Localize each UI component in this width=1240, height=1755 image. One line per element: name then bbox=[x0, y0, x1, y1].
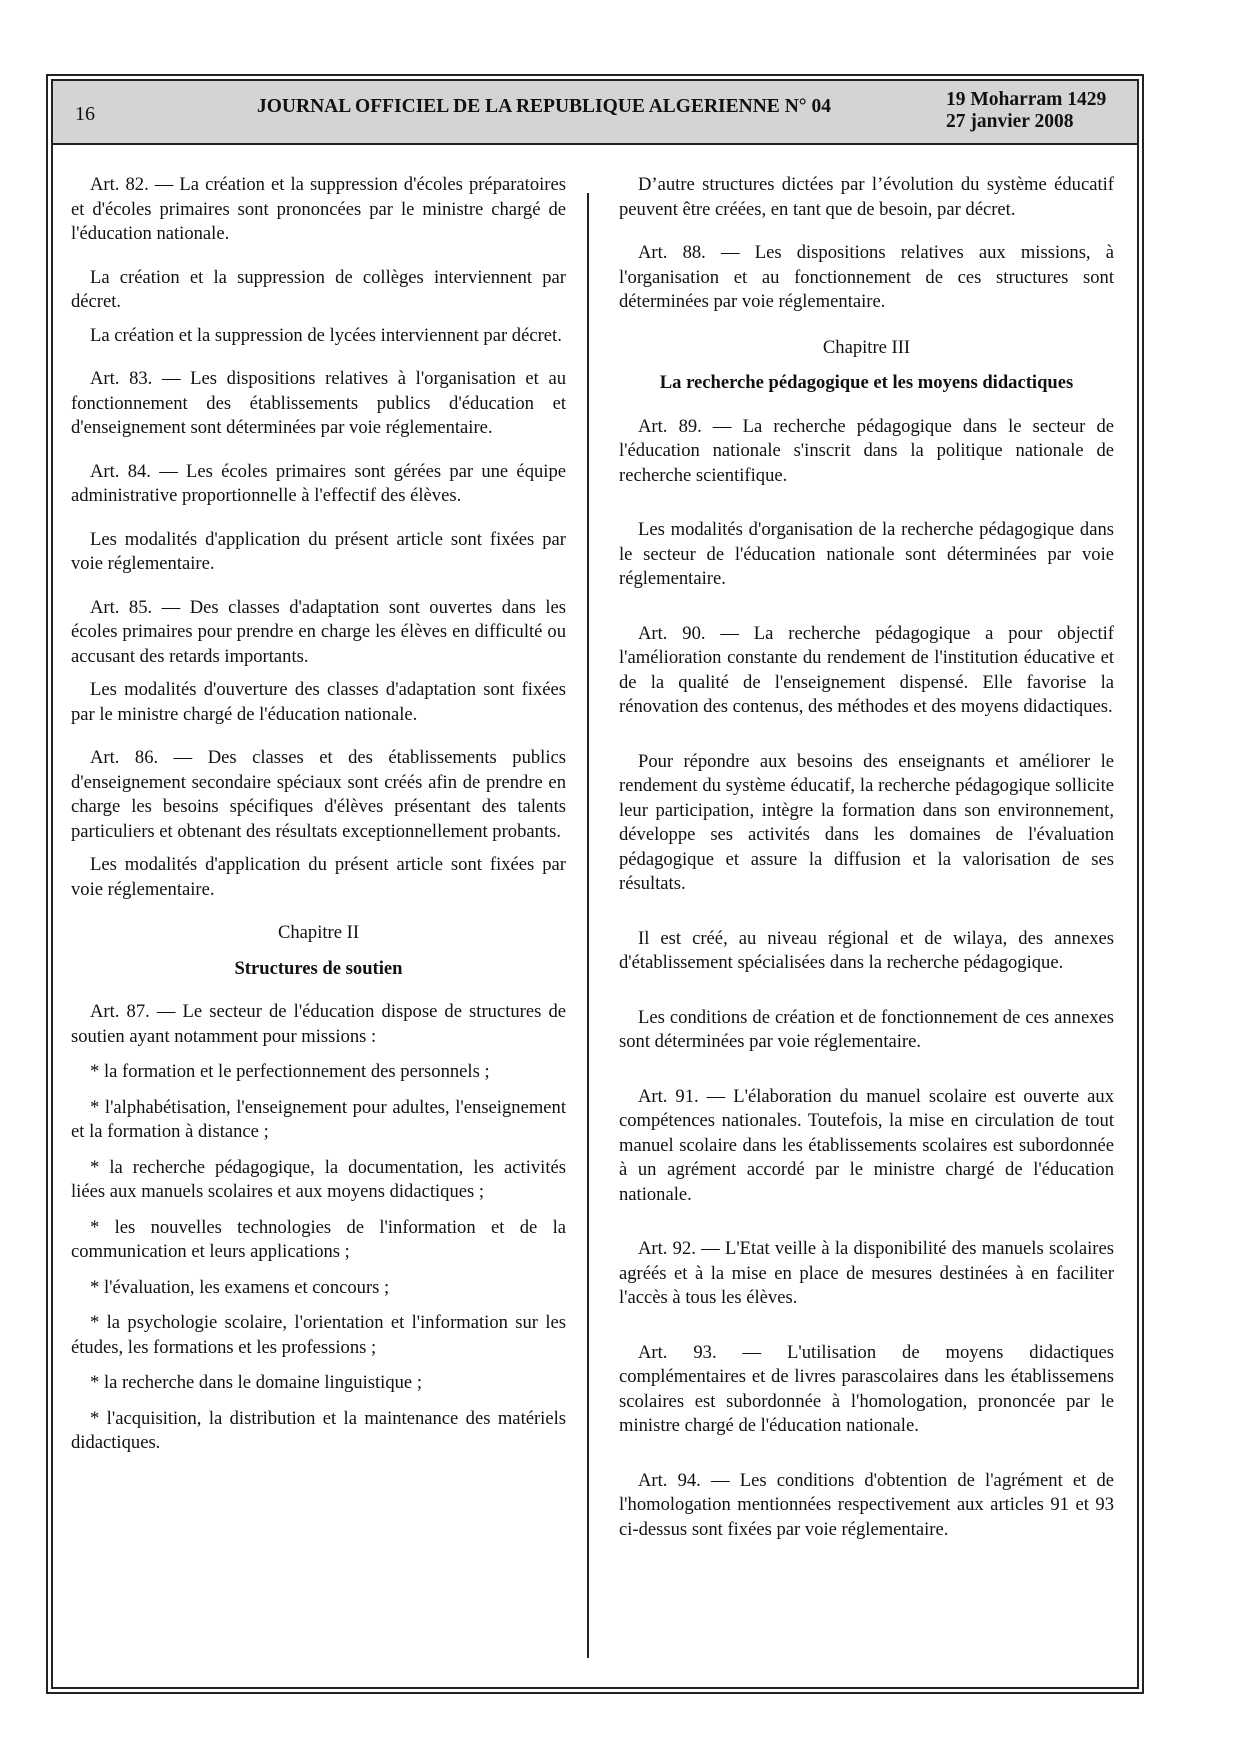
paragraph: Art. 84. — Les écoles primaires sont gérées par une équipe administrative proportionnelle à l'effectif des élèves. bbox=[71, 460, 566, 506]
chapter-label: Chapitre II bbox=[277, 922, 360, 943]
paragraph: Art. 88. — Les dispositions relatives aux missions, à l'organisation et au fonctionnement de ces structures sont déterminées par voie réglementaire. bbox=[619, 242, 1114, 312]
paragraph: La création et la suppression de collèges interviennent par décret. bbox=[71, 266, 566, 312]
journal-title: JOURNAL OFFICIEL DE LA REPUBLIQUE ALGERIENNE N° 04 bbox=[257, 96, 831, 117]
issue-date-gregorian: 27 janvier 2008 bbox=[946, 111, 1074, 132]
chapter-title: La recherche pédagogique et les moyens didactiques bbox=[659, 372, 1074, 393]
list-item: * l'alphabétisation, l'enseignement pour adultes, l'enseignement et la formation à distance ; bbox=[71, 1096, 566, 1142]
paragraph: Art. 87. — Le secteur de l'éducation dispose de structures de soutien ayant notamment pour missions : bbox=[71, 1001, 566, 1047]
left-column bbox=[71, 173, 566, 1456]
paragraph: Art. 92. — L'Etat veille à la disponibilité des manuels scolaires agréés et à la mise en place de mesures destinées à en faciliter l'accès à tous les élèves. bbox=[619, 1238, 1114, 1308]
issue-date-hijri: 19 Moharram 1429 bbox=[946, 89, 1107, 110]
paragraph: La création et la suppression de lycées interviennent par décret. bbox=[90, 324, 562, 346]
column-divider bbox=[587, 193, 589, 1658]
list-item: * les nouvelles technologies de l'information et de la communication et leurs applications ; bbox=[71, 1216, 566, 1262]
paragraph: Art. 90. — La recherche pédagogique a pour objectif l'amélioration constante du rendement de l'institution éducative et de la qualité de l'enseignement dispensé. Elle favorise la rénovation des contenus, des méthodes et des moyens didactiques. bbox=[619, 622, 1114, 717]
paragraph: Les modalités d'application du présent article sont fixées par voie réglementaire. bbox=[71, 854, 566, 900]
right-column bbox=[619, 173, 1114, 1542]
paragraph: Il est créé, au niveau régional et de wilaya, des annexes d'établissement spécialisées dans la recherche pédagogique. bbox=[619, 927, 1114, 973]
paragraph: Les modalités d'application du présent article sont fixées par voie réglementaire. bbox=[71, 528, 566, 574]
chapter-label: Chapitre III bbox=[822, 336, 911, 358]
paragraph: Art. 86. — Des classes et des établissements publics d'enseignement secondaire spéciaux sont créés afin de prendre en charge les besoins spécifiques d'élèves présentant des talents particuliers et obtenant des résultats exceptionnellement probants. bbox=[71, 747, 566, 842]
journal-header bbox=[53, 81, 1137, 145]
paragraph: Les modalités d'organisation de la recherche pédagogique dans le secteur de l'éducation nationale sont déterminées par voie réglementaire. bbox=[619, 519, 1114, 589]
list-item: * l'évaluation, les examens et concours ; bbox=[90, 1276, 390, 1298]
paragraph: Les modalités d'ouverture des classes d'adaptation sont fixées par le ministre chargé de l'éducation nationale. bbox=[71, 679, 566, 725]
paragraph: D’autre structures dictées par l’évolution du système éducatif peuvent être créées, en tant que de besoin, par décret. bbox=[619, 174, 1114, 220]
issue-date bbox=[946, 89, 1106, 133]
list-item: * la psychologie scolaire, l'orientation et l'information sur les études, les formations et les professions ; bbox=[71, 1312, 566, 1358]
chapter-title: Structures de soutien bbox=[234, 957, 403, 979]
paragraph: Art. 85. — Des classes d'adaptation sont ouvertes dans les écoles primaires pour prendre en charge les élèves en difficulté ou accusant des retards importants. bbox=[71, 596, 566, 667]
paragraph: Art. 82. — La création et la suppression d'écoles préparatoires et d'écoles primaires sont prononcées par le ministre chargé de l'éducation nationale. bbox=[71, 174, 566, 244]
list-item: * la recherche dans le domaine linguistique ; bbox=[90, 1372, 422, 1393]
paragraph: Art. 89. — La recherche pédagogique dans le secteur de l'éducation nationale s'inscrit dans la politique nationale de recherche scientifique. bbox=[619, 415, 1114, 486]
paragraph: Art. 94. — Les conditions d'obtention de l'agrément et de l'homologation mentionnées respectivement aux articles 91 et 93 ci-dessus sont fixées par voie réglementaire. bbox=[619, 1469, 1114, 1540]
paragraph: Art. 83. — Les dispositions relatives à l'organisation et au fonctionnement des établissements publics d'éducation et d'enseignement sont déterminées par voie réglementaire. bbox=[71, 368, 566, 438]
list-item: * la recherche pédagogique, la documentation, les activités liées aux manuels scolaires et aux moyens didactiques ; bbox=[71, 1156, 566, 1202]
paragraph: Pour répondre aux besoins des enseignants et améliorer le rendement du système éducatif, la recherche pédagogique sollicite leur participation, intègre la formation dans son environnement, développe ses activités dans les domaines de l'évaluation pédagogique et assure la diffusion et la valorisation de ses résultats. bbox=[619, 750, 1114, 894]
paragraph: Art. 93. — L'utilisation de moyens didactiques complémentaires et de livres parascolaires dans les établissemens scolaires est subordonnée à l'homologation, prononcée par le ministre chargé de l'éducation nationale. bbox=[619, 1341, 1114, 1436]
list-item: * l'acquisition, la distribution et la maintenance des matériels didactiques. bbox=[71, 1407, 566, 1453]
list-item: * la formation et le perfectionnement des personnels ; bbox=[90, 1061, 490, 1082]
paragraph: Les conditions de création et de fonctionnement de ces annexes sont déterminées par voie réglementaire. bbox=[619, 1006, 1114, 1052]
paragraph: Art. 91. — L'élaboration du manuel scolaire est ouverte aux compétences nationales. Toutefois, la mise en circulation de tout manuel scolaire dans les établissements scolaires est subordonnée à un agrément accordé par le ministre chargé de l'éducation nationale. bbox=[619, 1085, 1114, 1205]
page-number: 16 bbox=[75, 103, 95, 125]
